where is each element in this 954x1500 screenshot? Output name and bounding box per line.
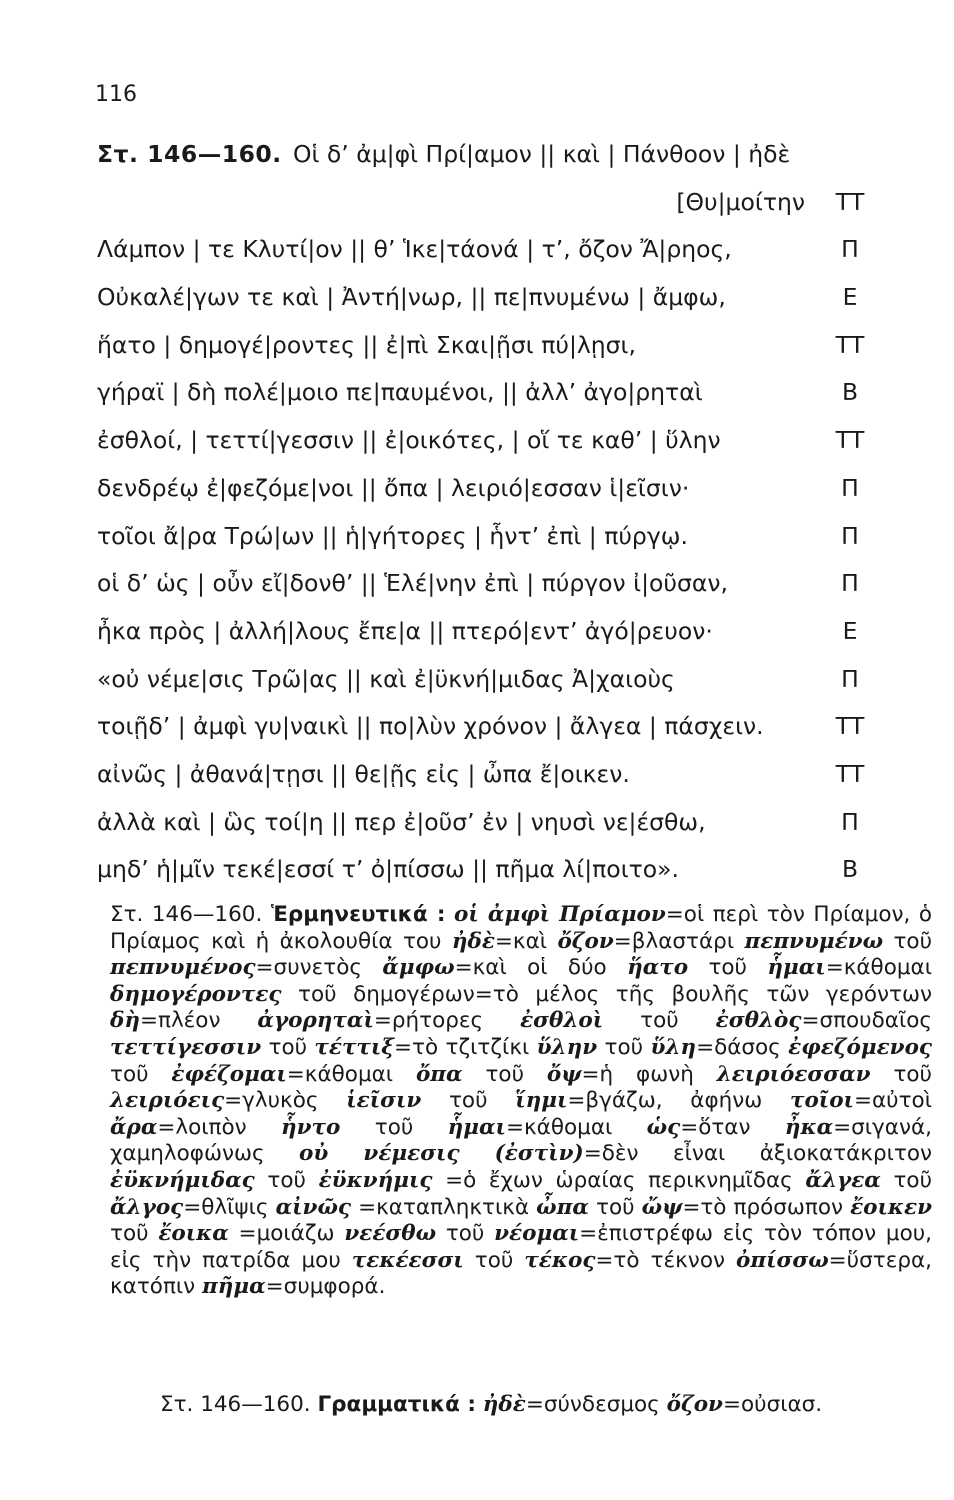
gloss-text: =ἡ φωνὴ [581, 1061, 717, 1087]
glossed-term: ἦκα [784, 1114, 834, 1140]
gloss-text: =ρήτορες [373, 1008, 521, 1034]
verse-text: γήραϊ | δὴ πολέ|μοιο πε|παυμένοι, || ἀλλ’ ἀγο|ρηταὶ [97, 378, 703, 407]
gloss-text: τοῦ [462, 1061, 547, 1087]
glossed-term: ὤψ [641, 1194, 683, 1220]
glossed-term: λειριόεις [110, 1088, 225, 1114]
meter-mark: Π [841, 807, 859, 836]
gloss-text: =τὸ τέκνον [595, 1247, 737, 1273]
verse-text: δενδρέῳ ἐ|φεζόμε|νοι || ὄπα | λειριό|εσσαν ἱ|εῖσιν· [97, 473, 690, 502]
glossed-term: τέκος [524, 1247, 596, 1273]
verse-line [97, 188, 917, 236]
gloss-text: =σιγανά, χαμηλοφώνως [110, 1114, 932, 1167]
glossed-term: ἀγορηταὶ [257, 1008, 374, 1034]
gloss-text: =τὸ πρόσωπον [682, 1194, 851, 1220]
gloss-text: =ἐπιστρέφω εἰς τὸν τόπον μου, εἰς τὴν πατρίδα μου [110, 1221, 933, 1273]
glossed-term: ἠδὲ [451, 928, 495, 954]
gloss-text: τοῦ [883, 928, 933, 954]
gloss-text: =κάθομαι [825, 955, 932, 981]
gloss-text: τοῦ δημογέρων=τὸ μέλος τῆς βουλῆς τῶν γερόντων [281, 981, 932, 1007]
glossed-term: πεπνυμένος [110, 955, 256, 981]
glossed-term: ὦπα [536, 1194, 589, 1220]
glossed-term: πῆμα [202, 1274, 266, 1300]
gloss-text: =βγάζω, ἀφήνω [567, 1088, 790, 1114]
glossed-term: ἐσθλοὶ [520, 1008, 604, 1034]
meter-mark: Β [841, 855, 859, 884]
gloss-text: =καὶ οἱ δύο [454, 955, 628, 981]
glossed-term: δὴ [110, 1008, 140, 1034]
glossed-term: ἧμαι [447, 1114, 506, 1140]
glossed-term: λειριόεσσαν [716, 1061, 871, 1087]
verse-text: «οὐ νέμε|σις Τρῶ|ας || καὶ ἐ|ϋκνή|μιδας Ἀ|χαιοὺς [97, 664, 675, 693]
glossed-term: τοῖοι [790, 1088, 854, 1114]
verse-ref: Στ. 146—160. [97, 140, 282, 168]
grammar-header: Γραμματικά : [317, 1392, 476, 1417]
verse-line [97, 712, 917, 760]
gloss-text: =λοιπὸν [157, 1114, 282, 1140]
gloss-text: =βλαστάρι [613, 928, 745, 954]
meter-mark: Π [841, 521, 859, 550]
glossed-term: ἥατο [627, 955, 689, 981]
verse-line [97, 474, 917, 522]
gloss-text: =κάθομαι [505, 1114, 647, 1140]
commentary-ref: Στ. 146—160. [110, 902, 263, 927]
glossed-term: νέομαι [494, 1221, 580, 1247]
glossed-term: τέττιξ [314, 1034, 395, 1060]
glossed-term: ὀπίσσω [736, 1247, 829, 1273]
commentary-header: Ἑρμηνευτικά : [270, 902, 446, 927]
verse-block [97, 140, 917, 903]
grammar-ref: Στ. 146—160. [160, 1392, 311, 1417]
verse-line [97, 426, 917, 474]
verse-line [97, 140, 917, 188]
verse-text: τοιῇδ’ | ἀμφὶ γυ|ναικὶ || πο|λὺν χρόνον | ἄλγεα | πάσχειν. [97, 712, 764, 741]
meter-mark: Β [841, 378, 859, 407]
verse-text: οἱ δ’ ὡς | οὖν εἴ|δονθ’ || Ἑλέ|νην ἐπὶ | πύργον ἰ|οῦσαν, [97, 569, 728, 598]
glossed-term: ὄπα [415, 1061, 463, 1087]
gloss-text: τοῦ [597, 1034, 651, 1060]
gloss-text: =αὐτοὶ [853, 1088, 932, 1114]
glossed-term: οὐ νέμεσις (ἐστὶν) [299, 1141, 584, 1167]
gloss-text: =συμφορά. [265, 1274, 386, 1300]
gloss-text: τοῦ [261, 1034, 315, 1060]
verse-line [97, 331, 917, 379]
gloss-text: =σπουδαῖος [801, 1008, 932, 1034]
verse-text: Οὐκαλέ|γων τε καὶ | Ἀντή|νωρ, || πε|πνυμένω | ἄμφω, [97, 283, 726, 312]
glossed-term: πεπνυμένω [744, 928, 884, 954]
glossed-term: ἠδὲ [482, 1392, 526, 1417]
gloss-text: =τὸ τζιτζίκι [394, 1034, 537, 1060]
glossed-term: οἱ ἀμφὶ Πρίαμον [454, 902, 666, 927]
gloss-text: =δὲν εἶναι ἀξιοκατάκριτον [583, 1141, 932, 1167]
meter-mark: Ε [842, 616, 858, 645]
gloss-text: =κάθομαι [286, 1061, 416, 1087]
gloss-text: =οἱ περὶ τὸν Πρίαμον, ὁ Πρίαμος καὶ ἡ ἀκολουθία του [110, 902, 932, 954]
gloss-text: =ὁ ἔχων ὡραίας περικνημῖδας [432, 1167, 806, 1193]
glossed-term: ἄρα [110, 1114, 158, 1140]
verse-text: Οἱ δ’ ἀμ|φὶ Πρί|αμον || καὶ | Πάνθοον | ἠδὲ [293, 140, 791, 168]
gloss-text: τοῦ [254, 1167, 319, 1193]
gloss-text: =οὐσιασ. [722, 1392, 823, 1417]
gloss-text: τοῦ [110, 1221, 159, 1247]
meter-mark: Ε [842, 283, 858, 312]
glossed-term: ὄζον [666, 1392, 723, 1417]
verse-text: μηδ’ ἡ|μῖν τεκέ|εσσί τ’ ὀ|πίσσω || πῆμα λί|ποιτο». [97, 855, 680, 884]
verse-line [97, 760, 917, 808]
meter-mark: ΤΤ [835, 759, 865, 788]
meter-mark: Π [841, 569, 859, 598]
gloss-text: =καὶ [494, 928, 558, 954]
meter-mark: ΤΤ [835, 187, 865, 216]
gloss-text: τοῦ [436, 1221, 495, 1247]
verse-line [97, 283, 917, 331]
verse-text: Λάμπον | τε Κλυτί|ον || θ’ Ἱκε|τάονά | τ’, ὄζον Ἄ|ρηος, [97, 235, 732, 264]
meter-mark: Π [841, 235, 859, 264]
gloss-text: =συνετὸς [255, 955, 383, 981]
glossed-term: ἱεῖσιν [346, 1088, 422, 1114]
verse-text: ἦκα πρὸς | ἀλλή|λους ἔπε|α || πτερό|εντ’ ἀγό|ρευον· [97, 616, 713, 645]
gloss-text: τοῦ [603, 1008, 716, 1034]
verse-text: αἰνῶς | ἀθανά|τῃσι || θε|ῇς εἰς | ὦπα ἔ|οικεν. [97, 759, 630, 788]
meter-mark: Π [841, 473, 859, 502]
gloss-text: τοῦ [340, 1114, 448, 1140]
verse-line [97, 378, 917, 426]
gloss-text: τοῦ [870, 1061, 932, 1087]
glossed-term: ἐσθλὸς [715, 1008, 802, 1034]
gloss-text: τοῦ [880, 1167, 933, 1193]
gloss-text: =ὕστερα, κατόπιν [110, 1247, 932, 1300]
glossed-term: ὄψ [546, 1061, 582, 1087]
gloss-text: τοῦ [588, 1194, 642, 1220]
glossed-term: ἐϋκνήμις [318, 1167, 433, 1193]
glossed-term: ἄλγος [110, 1194, 184, 1220]
glossed-term: ἐφέζομαι [171, 1061, 287, 1087]
verse-text: ἥατο | δημογέ|ροντες || ἐ|πὶ Σκαι|ῇσι πύ|λῃσι, [97, 330, 636, 359]
verse-line [97, 855, 917, 903]
gloss-text: τοῦ [463, 1247, 525, 1273]
meter-mark: ΤΤ [835, 712, 865, 741]
verse-line [97, 617, 917, 665]
meter-mark: ΤΤ [835, 330, 865, 359]
verse-line [97, 808, 917, 856]
glossed-term: δημογέροντες [110, 981, 282, 1007]
verse-text: [Θυ|μοίτην [676, 187, 805, 216]
glossed-term: ἵημι [515, 1088, 568, 1114]
verse-line [97, 235, 917, 283]
glossed-term: ὄζον [557, 928, 614, 954]
verse-text: τοῖοι ἄ|ρα Τρώ|ων || ἡ|γήτορες | ἧντ’ ἐπὶ | πύργῳ. [97, 521, 688, 550]
verse-line [97, 522, 917, 570]
glossed-term: αἰνῶς [275, 1194, 352, 1220]
gloss-text: τοῦ [421, 1088, 516, 1114]
glossed-term: τεττίγεσσιν [110, 1034, 262, 1060]
commentary-paragraph [110, 902, 932, 1301]
glossed-term: ἐφεζόμενος [788, 1034, 932, 1060]
page-number: 116 [95, 82, 137, 107]
gloss-text: =σύνδεσμος [525, 1392, 667, 1417]
glossed-term: τεκέεσσι [351, 1247, 464, 1273]
meter-mark: ΤΤ [835, 426, 865, 455]
gloss-text: =μοιάζω [228, 1221, 345, 1247]
glossed-term: ἐϋκνήμιδας [110, 1167, 255, 1193]
gloss-text: =γλυκὸς [224, 1088, 347, 1114]
glossed-term: ὡς [646, 1114, 681, 1140]
glossed-term: νεέσθω [344, 1221, 437, 1247]
glossed-term: ἔοικα [158, 1221, 229, 1247]
grammar-paragraph [160, 1392, 932, 1417]
meter-mark: Π [841, 664, 859, 693]
gloss-text: =δάσος [696, 1034, 789, 1060]
verse-line [97, 569, 917, 617]
verse-text: ἀλλὰ καὶ | ὣς τοί|η || περ ἐ|οῦσ’ ἐν | νηυσὶ νε|έσθω, [97, 807, 706, 836]
gloss-text: =θλῖψις [183, 1194, 276, 1220]
glossed-term: ὕλην [536, 1034, 598, 1060]
verse-line [97, 665, 917, 713]
glossed-term: ἧντο [281, 1114, 341, 1140]
gloss-text: =καταπληκτικὰ [351, 1194, 537, 1220]
gloss-text: =ὅταν [680, 1114, 785, 1140]
gloss-text: τοῦ [688, 955, 768, 981]
glossed-term: ἔοικεν [850, 1194, 933, 1220]
gloss-text: =πλέον [139, 1008, 258, 1034]
glossed-term: ὕλη [650, 1034, 697, 1060]
glossed-term: ἧμαι [767, 955, 826, 981]
glossed-term: ἄμφω [382, 955, 455, 981]
verse-text: ἐσθλοί, | τεττί|γεσσιν || ἐ|οικότες, | οἵ τε καθ’ | ὕλην [97, 426, 721, 455]
glossed-term: ἄλγεα [805, 1167, 881, 1193]
gloss-text: τοῦ [110, 1061, 172, 1087]
